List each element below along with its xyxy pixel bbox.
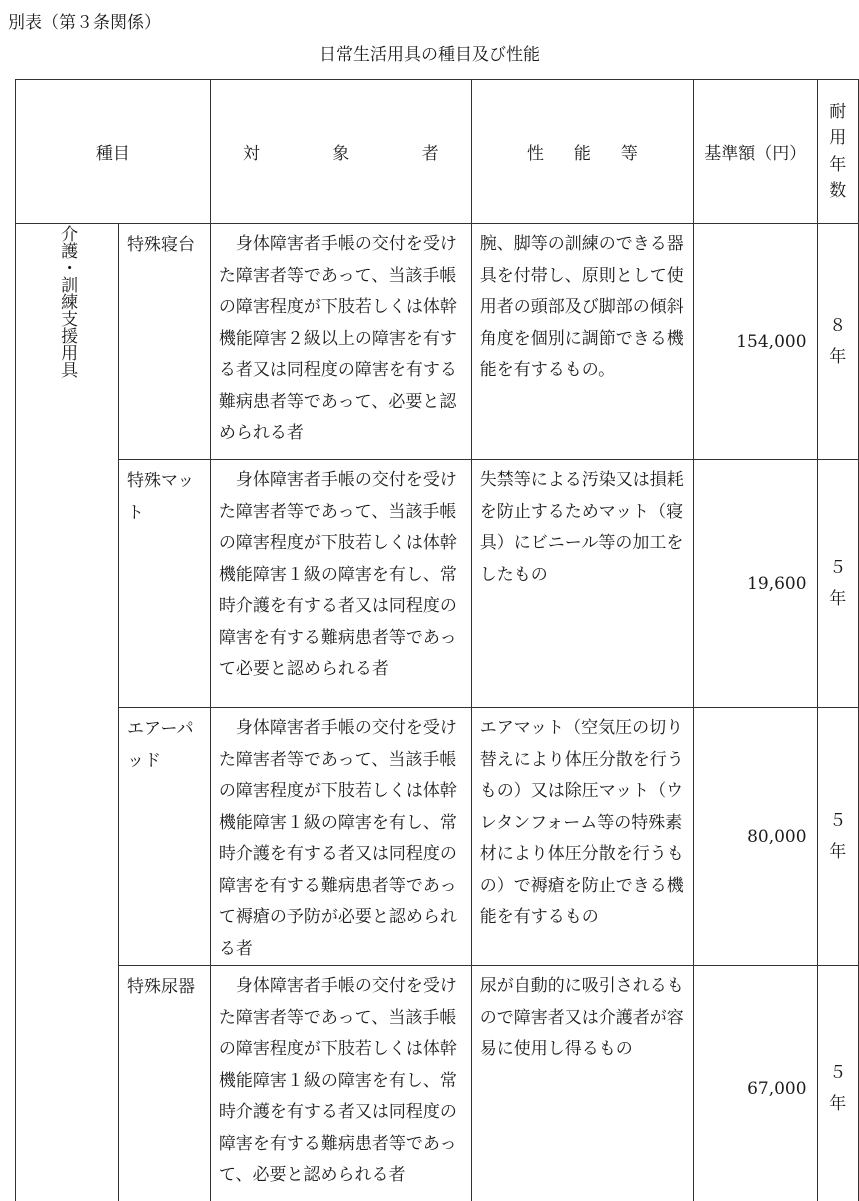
row-item: 特殊尿器 [118, 966, 210, 1201]
row-amount: 154,000 [693, 224, 817, 460]
row-performance: 腕、脚等の訓練のできる器具を付帯し、原則として使用者の頭部及び脚部の傾斜角度を個別に調節できる機能を有するもの。 [471, 224, 693, 460]
row-life [817, 460, 858, 708]
header-life [817, 80, 858, 224]
appendix-caption: 別表（第３条関係） [8, 8, 161, 33]
row-life-number: ５ [818, 806, 858, 837]
header-performance [471, 80, 693, 224]
table-row [16, 966, 859, 1201]
row-target: 身体障害者手帳の交付を受けた障害者等であって、当該手帳の障害程度が下肢若しくは体幹機能障害１級の障害を有し、常時介護を有する者又は同程度の障害を有する難病患者等であって褥瘡の予防が必要と認められる者 [210, 708, 471, 966]
row-target: 身体障害者手帳の交付を受けた障害者等であって、当該手帳の障害程度が下肢若しくは体幹機能障害２級以上の障害を有する者又は同程度の障害を有する難病患者等であって、必要と認められる者 [210, 224, 471, 460]
category-label: 介護・訓練支援用具 [57, 225, 77, 378]
row-target: 身体障害者手帳の交付を受けた障害者等であって、当該手帳の障害程度が下肢若しくは体幹機能障害１級の障害を有し、常時介護を有する者又は同程度の障害を有する難病患者等であって必要と認められる者 [210, 460, 471, 708]
header-performance-char: 性 [527, 139, 544, 164]
row-life-unit: 年 [818, 837, 858, 868]
row-performance: 尿が自動的に吸引されるもので障害者又は介護者が容易に使用し得るもの [471, 966, 693, 1201]
header-performance-char: 能 [574, 139, 591, 164]
header-target-char: 者 [422, 139, 439, 164]
header-life-char: 用 [829, 125, 846, 151]
row-life [817, 708, 858, 966]
row-amount: 67,000 [693, 966, 817, 1201]
row-life-number: ５ [818, 1058, 858, 1089]
header-amount: 基準額（円） [693, 80, 817, 224]
row-item: 特殊マット [118, 460, 210, 708]
row-target: 身体障害者手帳の交付を受けた障害者等であって、当該手帳の障害程度が下肢若しくは体幹機能障害１級の障害を有し、常時介護を有する者又は同程度の障害を有する難病患者等であって、必要と認められる者 [210, 966, 471, 1201]
table-row [16, 460, 859, 708]
header-life-char: 耐 [829, 99, 846, 125]
header-target-char: 対 [243, 139, 260, 164]
row-performance: 失禁等による汚染又は損耗を防止するためマット（寝具）にビニール等の加工をしたもの [471, 460, 693, 708]
equipment-table [15, 79, 859, 1201]
row-performance: エアマット（空気圧の切り替えにより体圧分散を行うもの）又は除圧マット（ウレタンフォーム等の特殊素材により体圧分散を行うもの）で褥瘡を防止できる機能を有するもの [471, 708, 693, 966]
table-row [16, 708, 859, 966]
row-life [817, 966, 858, 1201]
row-amount: 80,000 [693, 708, 817, 966]
header-item: 種目 [16, 80, 211, 224]
table-row [16, 224, 859, 460]
document-title: 日常生活用具の種目及び性能 [0, 40, 859, 65]
row-life-number: ５ [818, 553, 858, 584]
row-item: 特殊寝台 [118, 224, 210, 460]
header-target-char: 象 [332, 139, 349, 164]
category-cell [16, 224, 119, 1201]
row-item: エアーパッド [118, 708, 210, 966]
row-life-unit: 年 [818, 584, 858, 615]
header-life-char: 年 [829, 152, 846, 178]
row-life-unit: 年 [818, 342, 858, 373]
header-performance-char: 等 [621, 139, 638, 164]
row-amount: 19,600 [693, 460, 817, 708]
row-life-number: ８ [818, 311, 858, 342]
header-target [210, 80, 471, 224]
row-life-unit: 年 [818, 1089, 858, 1120]
row-life [817, 224, 858, 460]
header-life-char: 数 [829, 178, 846, 204]
header-row [16, 80, 859, 224]
